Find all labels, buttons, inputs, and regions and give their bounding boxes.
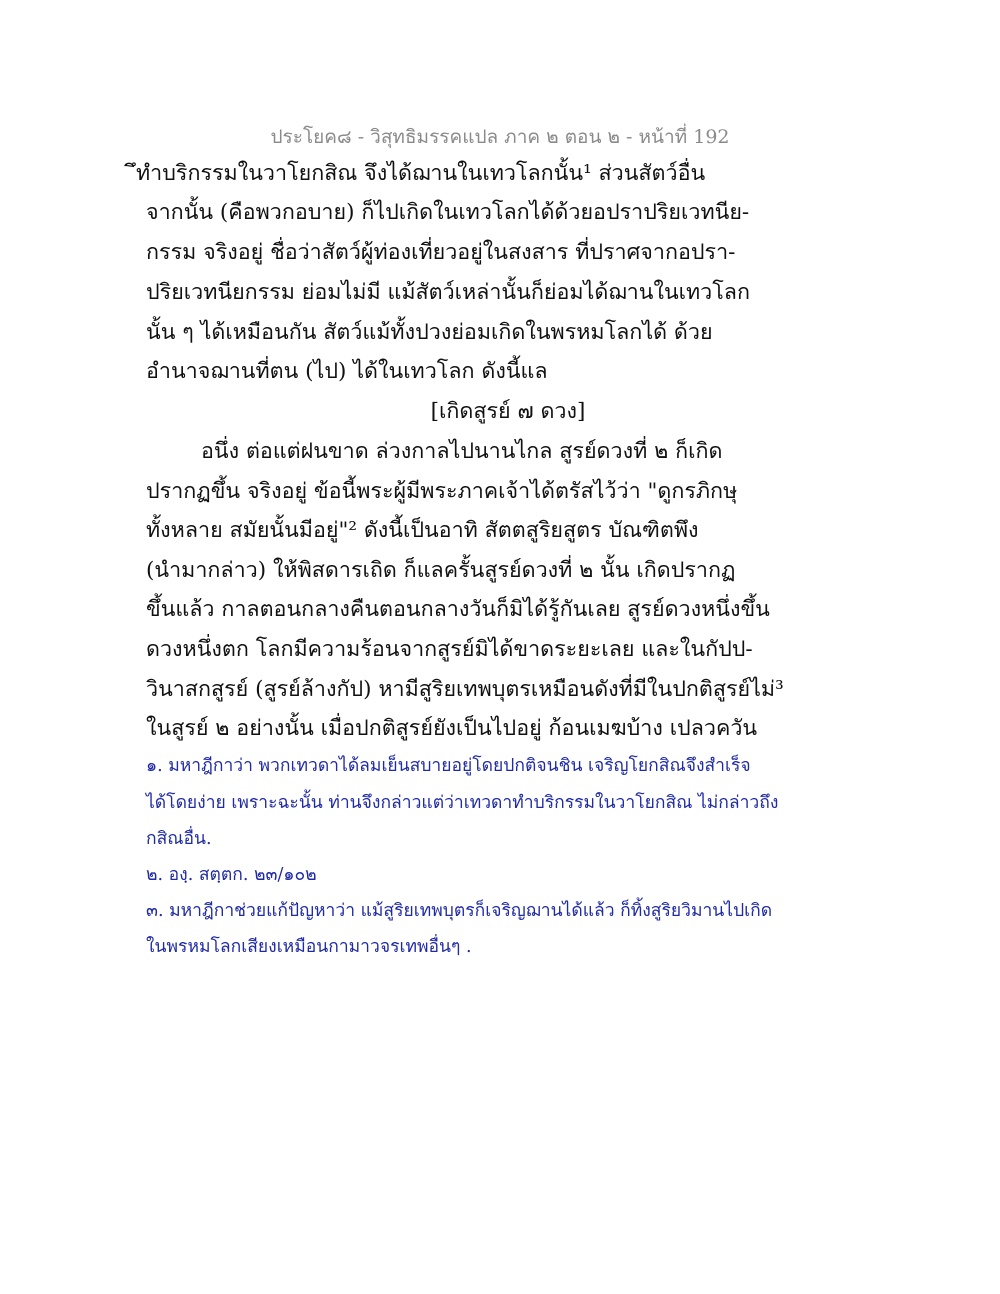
body-line: อนึ่ง ต่อแต่ฝนขาด ล่วงกาลไปนานไกล สูรย์ดวงที่ ๒ ก็เกิด [201, 439, 723, 464]
footnote-line: ในพรหมโลกเสียงเหมือนกามาวจรเทพอื่นๆ . [146, 937, 472, 957]
section-heading-text: [เกิดสูรย์ ๗ ดวง] [430, 399, 586, 424]
section-heading [0, 392, 1000, 432]
footnote-line: ๓. มหาฎีกาช่วยแก้ปัญหาว่า แม้สูริยเทพบุตรก็เจริญฌานได้แล้ว ก็ทิ้งสูริยวิมานไปเกิด [146, 901, 773, 921]
footnote-line: ๒. องฺ. สตฺตก. ๒๓/๑๐๒ [146, 865, 317, 885]
body-line: วินาสกสูรย์ (สูรย์ล้างกัป) หามีสูริยเทพบุตรเหมือนดังที่มีในปกติสูรย์ไม่³ [146, 677, 784, 702]
body-line: ขึ้นแล้ว กาลตอนกลางคืนตอนกลางวันก็มิได้รู้กันเลย สูรย์ดวงหนึ่งขึ้น [146, 597, 770, 622]
body-line: อำนาจฌานที่ตน (ไป) ได้ในเทวโลก ดังนี้แล [146, 359, 548, 384]
body-line: นั้น ๆ ได้เหมือนกัน สัตว์แม้ทั้งปวงย่อมเกิดในพรหมโลกได้ ด้วย [146, 320, 713, 345]
body-line: ึทำบริกรรมในวาโยกสิณ จึงได้ฌานในเทวโลกนั้น¹ ส่วนสัตว์อื่น [136, 161, 706, 186]
running-header: ประโยค๘ - วิสุทธิมรรคแปล ภาค ๒ ตอน ๒ - หน้าที่ 192 [270, 126, 730, 148]
body-line: กรรม จริงอยู่ ชื่อว่าสัตว์ผู้ท่องเที่ยวอยู่ในสงสาร ที่ปราศจากอปรา- [146, 240, 736, 265]
footnote-line: กสิณอื่น. [146, 829, 212, 849]
footnote-line: ได้โดยง่าย เพราะฉะนั้น ท่านจึงกล่าวแต่ว่าเทวดาทำบริกรรมในวาโยกสิณ ไม่กล่าวถึง [146, 793, 779, 813]
body-line: ในสูรย์ ๒ อย่างนั้น เมื่อปกติสูรย์ยังเป็นไปอยู่ ก้อนเมฆบ้าง เปลวควัน [146, 716, 758, 741]
body-line: ดวงหนึ่งตก โลกมีความร้อนจากสูรย์มิได้ขาดระยะเลย และในกัปป- [146, 637, 753, 662]
body-line: จากนั้น (คือพวกอบาย) ก็ไปเกิดในเทวโลกได้ด้วยอปราปริยเวทนีย- [146, 200, 750, 225]
footnote-line: ๑. มหาฎีกาว่า พวกเทวดาได้ลมเย็นสบายอยู่โดยปกติจนชิน เจริญโยกสิณจึงสำเร็จ [146, 756, 751, 776]
body-line: ปริยเวทนียกรรม ย่อมไม่มี แม้สัตว์เหล่านั้นก็ย่อมได้ฌานในเทวโลก [146, 280, 750, 305]
body-line: ปรากฏขึ้น จริงอยู่ ข้อนี้พระผู้มีพระภาคเจ้าได้ตรัสไว้ว่า "ดูกรภิกษุ [146, 479, 738, 504]
body-line: ทั้งหลาย สมัยนั้นมีอยู่"² ดังนี้เป็นอาทิ สัตตสูริยสูตร บัณฑิตพึง [146, 518, 699, 543]
body-line: (นำมากล่าว) ให้พิสดารเถิด ก็แลครั้นสูรย์ดวงที่ ๒ นั้น เกิดปรากฏ [146, 558, 736, 583]
